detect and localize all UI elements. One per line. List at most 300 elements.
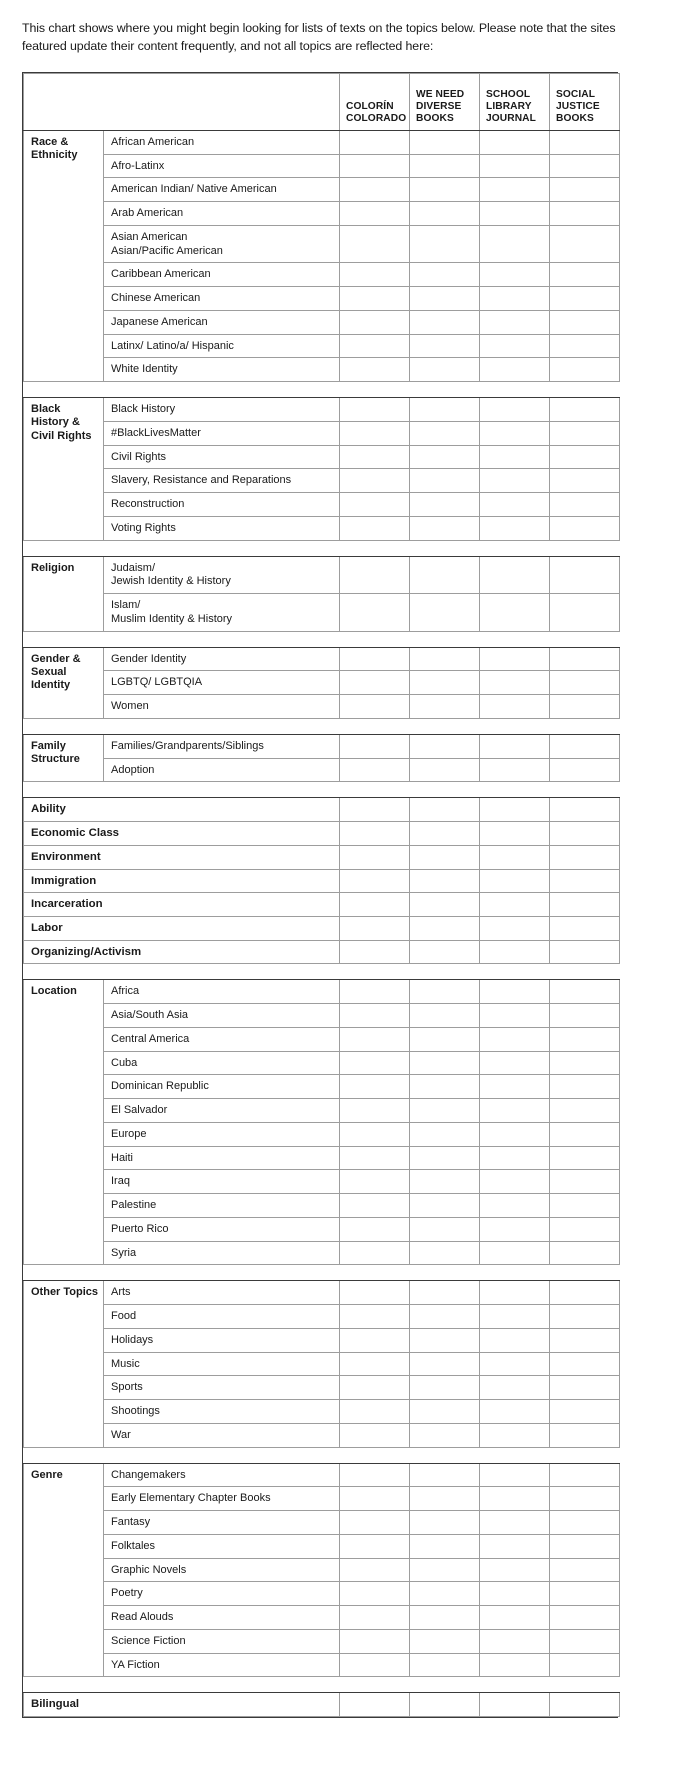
topic-label: Voting Rights xyxy=(111,521,176,534)
column-header-color-n-colorado xyxy=(340,73,410,130)
cell-sports-we-need-diverse-books-empty xyxy=(410,1376,480,1400)
category-cell-gender-sexual-identity xyxy=(24,647,104,718)
cell-civil-rights-color-n-colorado-marked xyxy=(340,445,410,469)
topic-label: Folktales xyxy=(111,1539,156,1552)
cell-asia-south-asia-we-need-diverse-books-empty xyxy=(410,1004,480,1028)
cell-syria-color-n-colorado-marked xyxy=(340,1241,410,1265)
category-label: Gender & Sexual Identity xyxy=(31,652,81,692)
cell-families-grandparents-siblings-school-library-journal-empty xyxy=(480,734,550,758)
cell-white-identity-social-justice-books-marked xyxy=(550,358,620,382)
cell-fantasy-school-library-journal-marked xyxy=(480,1511,550,1535)
cell-adoption-color-n-colorado-marked xyxy=(340,758,410,782)
bottom-spacer xyxy=(22,1718,678,1788)
cell-asian-american-asian-pacific-american-color-n-colorado-marked xyxy=(340,225,410,263)
topic-label: Chinese American xyxy=(111,292,201,305)
topic-cell-el-salvador xyxy=(104,1099,340,1123)
cell-changemakers-social-justice-books-marked xyxy=(550,1463,620,1487)
topic-label: #BlackLivesMatter xyxy=(111,426,201,439)
cell-immigration-we-need-diverse-books-empty xyxy=(410,869,480,893)
cell-voting-rights-school-library-journal-empty xyxy=(480,516,550,540)
cell-cuba-school-library-journal-empty xyxy=(480,1051,550,1075)
cell-black-history-color-n-colorado-marked xyxy=(340,398,410,422)
row-label-text: Environment xyxy=(31,850,101,863)
cell-environment-color-n-colorado-marked xyxy=(340,845,410,869)
topic-cell-reconstruction xyxy=(104,493,340,517)
cell-africa-color-n-colorado-marked xyxy=(340,980,410,1004)
cell-ability-color-n-colorado-empty xyxy=(340,798,410,822)
cell-japanese-american-color-n-colorado-marked xyxy=(340,310,410,334)
topic-label: White Identity xyxy=(111,363,178,376)
cell-immigration-school-library-journal-marked xyxy=(480,869,550,893)
topic-cell-central-america xyxy=(104,1027,340,1051)
topic-cell-iraq xyxy=(104,1170,340,1194)
cell-reconstruction-social-justice-books-marked xyxy=(550,493,620,517)
cell-chinese-american-school-library-journal-empty xyxy=(480,287,550,311)
cell-early-elementary-chapter-books-school-library-journal-marked xyxy=(480,1487,550,1511)
cell-gender-identity-social-justice-books-marked xyxy=(550,647,620,671)
cell-blacklivesmatter-school-library-journal-marked xyxy=(480,421,550,445)
cell-african-american-we-need-diverse-books-marked xyxy=(410,130,480,154)
cell-arts-social-justice-books-empty xyxy=(550,1281,620,1305)
cell-shootings-color-n-colorado-empty xyxy=(340,1400,410,1424)
cell-food-school-library-journal-empty xyxy=(480,1305,550,1329)
cell-palestine-school-library-journal-empty xyxy=(480,1194,550,1218)
topic-cell-arab-american xyxy=(104,202,340,226)
cell-holidays-we-need-diverse-books-empty xyxy=(410,1328,480,1352)
topic-cell-african-american xyxy=(104,130,340,154)
topic-label: Puerto Rico xyxy=(111,1222,169,1235)
group-spacer-cell xyxy=(24,1447,620,1463)
cell-ability-we-need-diverse-books-marked xyxy=(410,798,480,822)
topic-cell-poetry xyxy=(104,1582,340,1606)
topic-cell-fantasy xyxy=(104,1511,340,1535)
cell-immigration-color-n-colorado-marked xyxy=(340,869,410,893)
topic-cell-civil-rights xyxy=(104,445,340,469)
cell-black-history-school-library-journal-marked xyxy=(480,398,550,422)
cell-islam-muslim-identity-history-we-need-diverse-books-marked xyxy=(410,594,480,632)
cell-asian-american-asian-pacific-american-social-justice-books-marked xyxy=(550,225,620,263)
table-row xyxy=(24,1004,620,1028)
topic-label: Judaism/ Jewish Identity & History xyxy=(111,561,231,588)
cell-families-grandparents-siblings-color-n-colorado-marked xyxy=(340,734,410,758)
topic-label: War xyxy=(111,1428,131,1441)
group-spacer-cell xyxy=(24,782,620,798)
table-row xyxy=(24,845,620,869)
cell-economic-class-color-n-colorado-marked xyxy=(340,822,410,846)
cell-science-fiction-social-justice-books-marked xyxy=(550,1629,620,1653)
cell-lgbtq-lgbtqia-color-n-colorado-empty xyxy=(340,671,410,695)
topic-cell-slavery-resistance-and-reparations xyxy=(104,469,340,493)
cell-africa-we-need-diverse-books-marked xyxy=(410,980,480,1004)
topic-label: Caribbean American xyxy=(111,268,211,281)
group-spacer-row xyxy=(24,1677,620,1693)
category-label: Other Topics xyxy=(31,1286,99,1299)
cell-syria-social-justice-books-empty xyxy=(550,1241,620,1265)
category-label: Religion xyxy=(31,561,75,574)
cell-incarceration-we-need-diverse-books-empty xyxy=(410,893,480,917)
cell-adoption-we-need-diverse-books-empty xyxy=(410,758,480,782)
column-header-we-need-diverse-books xyxy=(410,73,480,130)
cell-afro-latinx-we-need-diverse-books-empty xyxy=(410,154,480,178)
table-row xyxy=(24,516,620,540)
topic-cell-changemakers xyxy=(104,1463,340,1487)
cell-latinx-latino-a-hispanic-we-need-diverse-books-marked xyxy=(410,334,480,358)
topic-label: Dominican Republic xyxy=(111,1080,209,1093)
cell-islam-muslim-identity-history-color-n-colorado-marked xyxy=(340,594,410,632)
cell-latinx-latino-a-hispanic-color-n-colorado-marked xyxy=(340,334,410,358)
table-row xyxy=(24,1511,620,1535)
topic-cell-lgbtq-lgbtqia xyxy=(104,671,340,695)
cell-haiti-school-library-journal-empty xyxy=(480,1146,550,1170)
cell-syria-school-library-journal-empty xyxy=(480,1241,550,1265)
category-label: Family Structure xyxy=(31,739,80,766)
cell-islam-muslim-identity-history-school-library-journal-marked xyxy=(480,594,550,632)
category-cell-religion xyxy=(24,556,104,631)
column-header-social-justice-books xyxy=(550,73,620,130)
cell-african-american-color-n-colorado-marked xyxy=(340,130,410,154)
cell-arab-american-color-n-colorado-marked xyxy=(340,202,410,226)
cell-europe-color-n-colorado-marked xyxy=(340,1122,410,1146)
cell-asian-american-asian-pacific-american-we-need-diverse-books-empty xyxy=(410,225,480,263)
cell-slavery-resistance-and-reparations-color-n-colorado-empty xyxy=(340,469,410,493)
topic-cell-graphic-novels xyxy=(104,1558,340,1582)
cell-judaism-jewish-identity-history-we-need-diverse-books-empty xyxy=(410,556,480,594)
category-cell-other-topics xyxy=(24,1281,104,1447)
row-label-text: Bilingual xyxy=(31,1698,80,1711)
cell-fantasy-social-justice-books-empty xyxy=(550,1511,620,1535)
topic-label: YA Fiction xyxy=(111,1658,160,1671)
cell-central-america-we-need-diverse-books-empty xyxy=(410,1027,480,1051)
cell-voting-rights-social-justice-books-marked xyxy=(550,516,620,540)
topic-cell-food xyxy=(104,1305,340,1329)
row-label-environment xyxy=(24,845,340,869)
cell-europe-social-justice-books-empty xyxy=(550,1122,620,1146)
topic-label: Reconstruction xyxy=(111,498,185,511)
topic-label: LGBTQ/ LGBTQIA xyxy=(111,676,203,689)
group-spacer-row xyxy=(24,718,620,734)
cell-ya-fiction-we-need-diverse-books-empty xyxy=(410,1653,480,1677)
cell-labor-school-library-journal-empty xyxy=(480,916,550,940)
topic-label: Poetry xyxy=(111,1587,143,1600)
row-label-text: Labor xyxy=(31,921,63,934)
cell-environment-school-library-journal-marked xyxy=(480,845,550,869)
cell-gender-identity-color-n-colorado-empty xyxy=(340,647,410,671)
cell-el-salvador-color-n-colorado-empty xyxy=(340,1099,410,1123)
cell-voting-rights-we-need-diverse-books-empty xyxy=(410,516,480,540)
cell-bilingual-color-n-colorado-marked xyxy=(340,1693,410,1717)
cell-haiti-we-need-diverse-books-empty xyxy=(410,1146,480,1170)
table-row xyxy=(24,1487,620,1511)
cell-europe-school-library-journal-empty xyxy=(480,1122,550,1146)
cell-shootings-school-library-journal-marked xyxy=(480,1400,550,1424)
table-row xyxy=(24,1170,620,1194)
cell-arts-color-n-colorado-marked xyxy=(340,1281,410,1305)
table-row xyxy=(24,940,620,964)
cell-gender-identity-we-need-diverse-books-empty xyxy=(410,647,480,671)
cell-japanese-american-school-library-journal-empty xyxy=(480,310,550,334)
cell-haiti-color-n-colorado-empty xyxy=(340,1146,410,1170)
cell-families-grandparents-siblings-we-need-diverse-books-marked xyxy=(410,734,480,758)
topic-label: Haiti xyxy=(111,1151,134,1164)
topic-label: Latinx/ Latino/a/ Hispanic xyxy=(111,339,234,352)
cell-music-social-justice-books-marked xyxy=(550,1352,620,1376)
table-row xyxy=(24,1463,620,1487)
cell-caribbean-american-color-n-colorado-empty xyxy=(340,263,410,287)
cell-blacklivesmatter-color-n-colorado-empty xyxy=(340,421,410,445)
table-row xyxy=(24,154,620,178)
group-spacer-row xyxy=(24,1447,620,1463)
cell-science-fiction-school-library-journal-marked xyxy=(480,1629,550,1653)
cell-ability-school-library-journal-empty xyxy=(480,798,550,822)
table-row xyxy=(24,1653,620,1677)
cell-lgbtq-lgbtqia-social-justice-books-marked xyxy=(550,671,620,695)
group-spacer-cell xyxy=(24,631,620,647)
topic-label: El Salvador xyxy=(111,1104,168,1117)
category-label: Black History & Civil Rights xyxy=(31,403,92,442)
cell-blacklivesmatter-we-need-diverse-books-empty xyxy=(410,421,480,445)
cell-read-alouds-social-justice-books-marked xyxy=(550,1606,620,1630)
table-row xyxy=(24,734,620,758)
table-row xyxy=(24,1606,620,1630)
cell-american-indian-native-american-color-n-colorado-marked xyxy=(340,178,410,202)
cell-ya-fiction-school-library-journal-marked xyxy=(480,1653,550,1677)
cell-afro-latinx-school-library-journal-marked xyxy=(480,154,550,178)
cell-bilingual-social-justice-books-marked xyxy=(550,1693,620,1717)
table-row xyxy=(24,916,620,940)
cell-palestine-color-n-colorado-empty xyxy=(340,1194,410,1218)
cell-reconstruction-we-need-diverse-books-empty xyxy=(410,493,480,517)
table-row xyxy=(24,130,620,154)
topic-label: Central America xyxy=(111,1032,190,1045)
topics-chart xyxy=(22,72,618,1718)
cell-organizing-activism-social-justice-books-marked xyxy=(550,940,620,964)
cell-american-indian-native-american-school-library-journal-empty xyxy=(480,178,550,202)
category-cell-location xyxy=(24,980,104,1265)
category-cell-genre xyxy=(24,1463,104,1677)
cell-black-history-we-need-diverse-books-empty xyxy=(410,398,480,422)
group-spacer-row xyxy=(24,631,620,647)
cell-africa-school-library-journal-empty xyxy=(480,980,550,1004)
cell-african-american-social-justice-books-marked xyxy=(550,130,620,154)
table-row xyxy=(24,1558,620,1582)
cell-gender-identity-school-library-journal-empty xyxy=(480,647,550,671)
row-label-organizing-activism xyxy=(24,940,340,964)
group-spacer-cell xyxy=(24,1265,620,1281)
cell-asia-south-asia-social-justice-books-marked xyxy=(550,1004,620,1028)
topic-label: Asia/South Asia xyxy=(111,1009,189,1022)
cell-folktales-school-library-journal-marked xyxy=(480,1534,550,1558)
topic-cell-arts xyxy=(104,1281,340,1305)
table-row xyxy=(24,758,620,782)
cell-organizing-activism-we-need-diverse-books-empty xyxy=(410,940,480,964)
cell-ya-fiction-color-n-colorado-marked xyxy=(340,1653,410,1677)
cell-afro-latinx-social-justice-books-marked xyxy=(550,154,620,178)
cell-environment-we-need-diverse-books-empty xyxy=(410,845,480,869)
topic-cell-war xyxy=(104,1423,340,1447)
cell-african-american-school-library-journal-marked xyxy=(480,130,550,154)
cell-early-elementary-chapter-books-color-n-colorado-marked xyxy=(340,1487,410,1511)
row-label-bilingual xyxy=(24,1693,340,1717)
topic-cell-haiti xyxy=(104,1146,340,1170)
cell-environment-social-justice-books-marked xyxy=(550,845,620,869)
cell-labor-we-need-diverse-books-empty xyxy=(410,916,480,940)
cell-cuba-we-need-diverse-books-empty xyxy=(410,1051,480,1075)
cell-white-identity-color-n-colorado-empty xyxy=(340,358,410,382)
cell-civil-rights-school-library-journal-empty xyxy=(480,445,550,469)
topic-cell-puerto-rico xyxy=(104,1217,340,1241)
cell-adoption-school-library-journal-empty xyxy=(480,758,550,782)
cell-lgbtq-lgbtqia-school-library-journal-marked xyxy=(480,671,550,695)
table-row xyxy=(24,469,620,493)
topic-cell-gender-identity xyxy=(104,647,340,671)
table-row xyxy=(24,178,620,202)
cell-read-alouds-we-need-diverse-books-empty xyxy=(410,1606,480,1630)
cell-ya-fiction-social-justice-books-marked xyxy=(550,1653,620,1677)
topic-cell-blacklivesmatter xyxy=(104,421,340,445)
topic-label: Europe xyxy=(111,1127,147,1140)
topic-label: Music xyxy=(111,1357,140,1370)
topic-cell-families-grandparents-siblings xyxy=(104,734,340,758)
cell-voting-rights-color-n-colorado-empty xyxy=(340,516,410,540)
cell-holidays-color-n-colorado-marked xyxy=(340,1328,410,1352)
cell-el-salvador-social-justice-books-marked xyxy=(550,1099,620,1123)
cell-europe-we-need-diverse-books-empty xyxy=(410,1122,480,1146)
cell-cuba-color-n-colorado-empty xyxy=(340,1051,410,1075)
topic-cell-caribbean-american xyxy=(104,263,340,287)
topic-cell-africa xyxy=(104,980,340,1004)
cell-caribbean-american-school-library-journal-marked xyxy=(480,263,550,287)
topic-cell-asia-south-asia xyxy=(104,1004,340,1028)
topic-label: Islam/ Muslim Identity & History xyxy=(111,599,233,625)
cell-asia-south-asia-school-library-journal-marked xyxy=(480,1004,550,1028)
topic-label: American Indian/ Native American xyxy=(111,183,277,196)
cell-iraq-color-n-colorado-marked xyxy=(340,1170,410,1194)
cell-labor-social-justice-books-marked xyxy=(550,916,620,940)
cell-music-we-need-diverse-books-empty xyxy=(410,1352,480,1376)
topic-label: Japanese American xyxy=(111,315,208,328)
category-label: Race & Ethnicity xyxy=(31,135,78,162)
topic-label: Shootings xyxy=(111,1405,160,1418)
cell-japanese-american-we-need-diverse-books-empty xyxy=(410,310,480,334)
topic-cell-asian-american-asian-pacific-american xyxy=(104,225,340,263)
topic-label: Science Fiction xyxy=(111,1634,186,1647)
cell-poetry-color-n-colorado-marked xyxy=(340,1582,410,1606)
cell-asia-south-asia-color-n-colorado-marked xyxy=(340,1004,410,1028)
cell-sports-social-justice-books-marked xyxy=(550,1376,620,1400)
cell-changemakers-color-n-colorado-marked xyxy=(340,1463,410,1487)
header-corner-cell xyxy=(24,73,340,130)
category-cell-black-history-civil-rights xyxy=(24,398,104,541)
cell-women-color-n-colorado-marked xyxy=(340,695,410,719)
cell-chinese-american-color-n-colorado-empty xyxy=(340,287,410,311)
group-spacer-cell xyxy=(24,540,620,556)
cell-dominican-republic-color-n-colorado-empty xyxy=(340,1075,410,1099)
cell-changemakers-we-need-diverse-books-empty xyxy=(410,1463,480,1487)
table-row xyxy=(24,1328,620,1352)
cell-latinx-latino-a-hispanic-school-library-journal-empty xyxy=(480,334,550,358)
cell-folktales-color-n-colorado-marked xyxy=(340,1534,410,1558)
cell-civil-rights-social-justice-books-marked xyxy=(550,445,620,469)
cell-arab-american-we-need-diverse-books-empty xyxy=(410,202,480,226)
table-row xyxy=(24,893,620,917)
topic-label: Afro-Latinx xyxy=(111,159,165,172)
cell-food-color-n-colorado-marked xyxy=(340,1305,410,1329)
table-row xyxy=(24,556,620,594)
group-spacer-row xyxy=(24,1265,620,1281)
cell-families-grandparents-siblings-social-justice-books-marked xyxy=(550,734,620,758)
table-row xyxy=(24,1693,620,1717)
topic-label: Changemakers xyxy=(111,1468,186,1481)
table-row xyxy=(24,1400,620,1424)
group-spacer-cell xyxy=(24,964,620,980)
cell-war-social-justice-books-marked xyxy=(550,1423,620,1447)
row-label-immigration xyxy=(24,869,340,893)
topic-label: Africa xyxy=(111,985,140,998)
topic-label: Asian American Asian/Pacific American xyxy=(111,230,223,257)
cell-graphic-novels-social-justice-books-marked xyxy=(550,1558,620,1582)
topic-cell-europe xyxy=(104,1122,340,1146)
cell-shootings-social-justice-books-empty xyxy=(550,1400,620,1424)
topic-cell-chinese-american xyxy=(104,287,340,311)
column-header-school-library-journal xyxy=(480,73,550,130)
cell-latinx-latino-a-hispanic-social-justice-books-marked xyxy=(550,334,620,358)
group-spacer-cell xyxy=(24,382,620,398)
topic-label: African American xyxy=(111,135,195,148)
topic-label: Women xyxy=(111,700,149,713)
cell-immigration-social-justice-books-marked xyxy=(550,869,620,893)
cell-early-elementary-chapter-books-social-justice-books-marked xyxy=(550,1487,620,1511)
cell-organizing-activism-color-n-colorado-empty xyxy=(340,940,410,964)
row-label-text: Organizing/Activism xyxy=(31,945,142,958)
topic-cell-adoption xyxy=(104,758,340,782)
topic-cell-dominican-republic xyxy=(104,1075,340,1099)
table-row xyxy=(24,1629,620,1653)
intro-paragraph: This chart shows where you might begin looking for lists of texts on the topics below. Please note that the sites featured update their content frequently, and not all topics are reflected here: xyxy=(22,21,616,53)
cell-judaism-jewish-identity-history-school-library-journal-marked xyxy=(480,556,550,594)
topic-label: Palestine xyxy=(111,1199,157,1212)
cell-women-we-need-diverse-books-empty xyxy=(410,695,480,719)
cell-music-school-library-journal-empty xyxy=(480,1352,550,1376)
cell-graphic-novels-school-library-journal-marked xyxy=(480,1558,550,1582)
cell-science-fiction-we-need-diverse-books-marked xyxy=(410,1629,480,1653)
cell-labor-color-n-colorado-empty xyxy=(340,916,410,940)
topic-cell-latinx-latino-a-hispanic xyxy=(104,334,340,358)
table-row xyxy=(24,869,620,893)
topic-cell-palestine xyxy=(104,1194,340,1218)
column-header-label: COLORÍN COLORADO xyxy=(346,100,407,124)
table-row xyxy=(24,493,620,517)
cell-early-elementary-chapter-books-we-need-diverse-books-empty xyxy=(410,1487,480,1511)
cell-dominican-republic-school-library-journal-empty xyxy=(480,1075,550,1099)
cell-afro-latinx-color-n-colorado-marked xyxy=(340,154,410,178)
cell-slavery-resistance-and-reparations-we-need-diverse-books-empty xyxy=(410,469,480,493)
category-label: Location xyxy=(31,985,77,998)
topic-label: Food xyxy=(111,1310,137,1323)
cell-haiti-social-justice-books-marked xyxy=(550,1146,620,1170)
cell-arab-american-school-library-journal-empty xyxy=(480,202,550,226)
column-header-label: WE NEED DIVERSE BOOKS xyxy=(416,88,465,124)
topic-cell-syria xyxy=(104,1241,340,1265)
cell-slavery-resistance-and-reparations-school-library-journal-empty xyxy=(480,469,550,493)
cell-asian-american-asian-pacific-american-school-library-journal-marked xyxy=(480,225,550,263)
topic-cell-voting-rights xyxy=(104,516,340,540)
cell-economic-class-school-library-journal-empty xyxy=(480,822,550,846)
table-row xyxy=(24,421,620,445)
table-row xyxy=(24,1099,620,1123)
category-label: Genre xyxy=(31,1468,63,1481)
cell-reconstruction-school-library-journal-empty xyxy=(480,493,550,517)
cell-chinese-american-we-need-diverse-books-empty xyxy=(410,287,480,311)
